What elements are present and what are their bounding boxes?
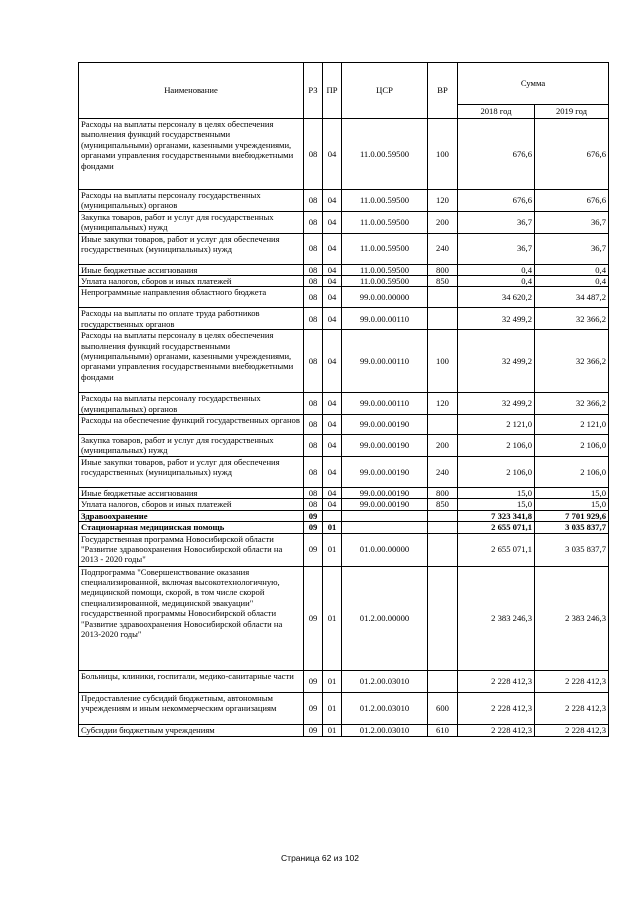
row-value-2018: 2 121,0	[458, 415, 535, 435]
row-vr: 120	[428, 190, 458, 212]
row-csr: 01.2.00.00000	[342, 566, 428, 670]
table-row	[79, 264, 609, 275]
row-pr: 01	[323, 522, 342, 533]
row-vr: 100	[428, 119, 458, 190]
row-csr: 01.2.00.03010	[342, 692, 428, 724]
row-value-2018: 7 323 341,8	[458, 510, 535, 521]
row-value-2019: 3 035 837,7	[535, 522, 609, 533]
row-pr: 04	[323, 287, 342, 308]
row-csr: 99.0.00.00190	[342, 499, 428, 510]
row-value-2019: 3 035 837,7	[535, 533, 609, 566]
row-rz: 08	[304, 308, 323, 330]
row-pr: 01	[323, 670, 342, 692]
row-value-2019: 34 487,2	[535, 287, 609, 308]
row-rz: 08	[304, 190, 323, 212]
row-value-2019: 32 366,2	[535, 393, 609, 415]
row-vr	[428, 522, 458, 533]
row-vr	[428, 670, 458, 692]
row-vr	[428, 415, 458, 435]
row-csr: 11.0.00.59500	[342, 119, 428, 190]
row-rz: 09	[304, 670, 323, 692]
row-name: Непрограммные направления областного бюджета	[79, 287, 304, 308]
row-csr: 99.0.00.00110	[342, 330, 428, 393]
table-row	[79, 533, 609, 566]
row-csr: 99.0.00.00190	[342, 456, 428, 487]
row-value-2019: 15,0	[535, 499, 609, 510]
row-rz: 08	[304, 435, 323, 457]
row-pr: 01	[323, 533, 342, 566]
row-rz: 08	[304, 287, 323, 308]
row-pr: 04	[323, 330, 342, 393]
table-body	[79, 119, 609, 737]
table-row	[79, 308, 609, 330]
row-value-2019: 676,6	[535, 190, 609, 212]
header-vr: ВР	[428, 63, 458, 119]
row-vr: 200	[428, 435, 458, 457]
row-rz: 09	[304, 510, 323, 521]
row-name: Иные бюджетные ассигнования	[79, 264, 304, 275]
row-name: Расходы на выплаты по оплате труда работников государственных органов	[79, 308, 304, 330]
table-row	[79, 233, 609, 264]
budget-table	[78, 62, 609, 737]
row-vr: 120	[428, 393, 458, 415]
row-name: Предоставление субсидий бюджетным, автономным учреждениям и иным некоммерческим организациям	[79, 692, 304, 724]
row-value-2018: 0,4	[458, 264, 535, 275]
row-rz: 08	[304, 499, 323, 510]
row-csr: 11.0.00.59500	[342, 276, 428, 287]
row-name: Расходы на обеспечение функций государственных органов	[79, 415, 304, 435]
row-value-2018: 32 499,2	[458, 393, 535, 415]
row-csr: 01.0.00.00000	[342, 533, 428, 566]
row-vr	[428, 533, 458, 566]
table-row	[79, 435, 609, 457]
row-rz: 08	[304, 415, 323, 435]
row-value-2018: 2 228 412,3	[458, 692, 535, 724]
table-row	[79, 670, 609, 692]
row-name: Здравоохранение	[79, 510, 304, 521]
table-row	[79, 724, 609, 736]
row-csr: 99.0.00.00190	[342, 415, 428, 435]
row-rz: 09	[304, 724, 323, 736]
row-csr	[342, 522, 428, 533]
row-value-2018: 0,4	[458, 276, 535, 287]
row-rz: 08	[304, 487, 323, 498]
header-rz: РЗ	[304, 63, 323, 119]
row-value-2019: 2 106,0	[535, 435, 609, 457]
row-name: Стационарная медицинская помощь	[79, 522, 304, 533]
table-row	[79, 456, 609, 487]
row-pr: 04	[323, 190, 342, 212]
row-name: Субсидии бюджетным учреждениям	[79, 724, 304, 736]
row-vr	[428, 510, 458, 521]
row-value-2018: 2 106,0	[458, 456, 535, 487]
row-vr: 850	[428, 276, 458, 287]
row-value-2018: 2 228 412,3	[458, 670, 535, 692]
row-value-2019: 15,0	[535, 487, 609, 498]
row-name: Подпрограмма "Совершенствование оказания специализированной, включая высокотехнологичную, медицинской помощи, скорой, в том числе скорой специализированной, медицинской эвакуации" государственной программы Новосибирской области "Развитие здравоохранения Новосибирской области на 2013-2020 годы"	[79, 566, 304, 670]
row-pr: 04	[323, 276, 342, 287]
row-pr: 01	[323, 566, 342, 670]
row-name: Уплата налогов, сборов и иных платежей	[79, 499, 304, 510]
row-pr: 04	[323, 393, 342, 415]
row-value-2019: 0,4	[535, 264, 609, 275]
row-vr: 610	[428, 724, 458, 736]
row-value-2019: 36,7	[535, 211, 609, 233]
row-value-2018: 2 228 412,3	[458, 724, 535, 736]
row-value-2019: 2 106,0	[535, 456, 609, 487]
table-row	[79, 692, 609, 724]
table-row	[79, 487, 609, 498]
row-rz: 08	[304, 393, 323, 415]
row-csr	[342, 510, 428, 521]
table-row	[79, 499, 609, 510]
row-vr: 200	[428, 211, 458, 233]
row-pr: 04	[323, 211, 342, 233]
row-csr: 01.2.00.03010	[342, 724, 428, 736]
row-value-2018: 2 383 246,3	[458, 566, 535, 670]
table-row	[79, 393, 609, 415]
row-value-2019: 32 366,2	[535, 330, 609, 393]
row-vr	[428, 287, 458, 308]
row-pr: 04	[323, 415, 342, 435]
row-pr	[323, 510, 342, 521]
row-value-2018: 2 655 071,1	[458, 522, 535, 533]
row-value-2018: 15,0	[458, 499, 535, 510]
row-value-2019: 2 228 412,3	[535, 670, 609, 692]
row-value-2019: 2 383 246,3	[535, 566, 609, 670]
row-csr: 01.2.00.03010	[342, 670, 428, 692]
row-value-2018: 2 655 071,1	[458, 533, 535, 566]
row-pr: 04	[323, 499, 342, 510]
table-row	[79, 522, 609, 533]
row-name: Уплата налогов, сборов и иных платежей	[79, 276, 304, 287]
row-vr: 800	[428, 487, 458, 498]
row-pr: 04	[323, 487, 342, 498]
row-value-2018: 34 620,2	[458, 287, 535, 308]
table-row	[79, 510, 609, 521]
row-value-2018: 36,7	[458, 211, 535, 233]
page-footer: Страница 62 из 102	[281, 853, 359, 863]
header-csr: ЦСР	[342, 63, 428, 119]
row-pr: 04	[323, 119, 342, 190]
row-rz: 08	[304, 276, 323, 287]
row-vr	[428, 308, 458, 330]
row-rz: 08	[304, 211, 323, 233]
row-pr: 04	[323, 456, 342, 487]
row-pr: 04	[323, 233, 342, 264]
header-sum: Сумма	[458, 63, 609, 105]
row-value-2018: 676,6	[458, 190, 535, 212]
row-rz: 09	[304, 566, 323, 670]
row-value-2019: 0,4	[535, 276, 609, 287]
row-name: Расходы на выплаты персоналу государственных (муниципальных) органов	[79, 393, 304, 415]
row-name: Иные бюджетные ассигнования	[79, 487, 304, 498]
row-vr	[428, 566, 458, 670]
row-vr: 100	[428, 330, 458, 393]
row-rz: 08	[304, 119, 323, 190]
row-pr: 04	[323, 308, 342, 330]
row-name: Расходы на выплаты персоналу в целях обеспечения выполнения функций государственными (муниципальными) органами, казенными учреждениями, органами управления государственными внебюджетными фондами	[79, 119, 304, 190]
row-pr: 01	[323, 692, 342, 724]
row-rz: 08	[304, 264, 323, 275]
table-row	[79, 287, 609, 308]
row-value-2019: 676,6	[535, 119, 609, 190]
row-value-2018: 676,6	[458, 119, 535, 190]
row-rz: 08	[304, 233, 323, 264]
row-value-2019: 7 701 929,6	[535, 510, 609, 521]
row-name: Больницы, клиники, госпитали, медико-санитарные части	[79, 670, 304, 692]
row-value-2019: 32 366,2	[535, 308, 609, 330]
row-name: Иные закупки товаров, работ и услуг для обеспечения государственных (муниципальных) нужд	[79, 233, 304, 264]
row-value-2019: 2 228 412,3	[535, 692, 609, 724]
row-value-2019: 2 228 412,3	[535, 724, 609, 736]
row-vr: 600	[428, 692, 458, 724]
header-pr: ПР	[323, 63, 342, 119]
row-value-2018: 36,7	[458, 233, 535, 264]
header-name: Наименование	[79, 63, 304, 119]
table-row	[79, 190, 609, 212]
row-value-2018: 15,0	[458, 487, 535, 498]
table-row	[79, 119, 609, 190]
header-year-2018: 2018 год	[458, 105, 535, 119]
row-vr: 850	[428, 499, 458, 510]
row-vr: 240	[428, 233, 458, 264]
row-name: Расходы на выплаты персоналу государственных (муниципальных) органов	[79, 190, 304, 212]
row-rz: 09	[304, 533, 323, 566]
row-csr: 11.0.00.59500	[342, 190, 428, 212]
row-rz: 09	[304, 522, 323, 533]
row-csr: 11.0.00.59500	[342, 233, 428, 264]
row-csr: 99.0.00.00000	[342, 287, 428, 308]
row-value-2019: 2 121,0	[535, 415, 609, 435]
table-row	[79, 330, 609, 393]
table-row	[79, 211, 609, 233]
table-row	[79, 566, 609, 670]
row-pr: 04	[323, 435, 342, 457]
row-csr: 99.0.00.00190	[342, 435, 428, 457]
row-rz: 08	[304, 456, 323, 487]
row-value-2018: 32 499,2	[458, 308, 535, 330]
row-csr: 11.0.00.59500	[342, 264, 428, 275]
table-row	[79, 276, 609, 287]
row-value-2018: 2 106,0	[458, 435, 535, 457]
row-csr: 11.0.00.59500	[342, 211, 428, 233]
table-row	[79, 415, 609, 435]
row-rz: 09	[304, 692, 323, 724]
row-name: Государственная программа Новосибирской области "Развитие здравоохранения Новосибирской области на 2013 - 2020 годы"	[79, 533, 304, 566]
row-value-2018: 32 499,2	[458, 330, 535, 393]
row-name: Закупка товаров, работ и услуг для государственных (муниципальных) нужд	[79, 435, 304, 457]
header-year-2019: 2019 год	[535, 105, 609, 119]
row-name: Расходы на выплаты персоналу в целях обеспечения выполнения функций государственными (муниципальными) органами, казенными учреждениями, органами управления государственными внебюджетными фондами	[79, 330, 304, 393]
row-csr: 99.0.00.00110	[342, 308, 428, 330]
row-csr: 99.0.00.00190	[342, 487, 428, 498]
row-vr: 240	[428, 456, 458, 487]
row-csr: 99.0.00.00110	[342, 393, 428, 415]
row-value-2019: 36,7	[535, 233, 609, 264]
row-name: Иные закупки товаров, работ и услуг для обеспечения государственных (муниципальных) нужд	[79, 456, 304, 487]
row-pr: 01	[323, 724, 342, 736]
row-pr: 04	[323, 264, 342, 275]
row-name: Закупка товаров, работ и услуг для государственных (муниципальных) нужд	[79, 211, 304, 233]
row-rz: 08	[304, 330, 323, 393]
row-vr: 800	[428, 264, 458, 275]
